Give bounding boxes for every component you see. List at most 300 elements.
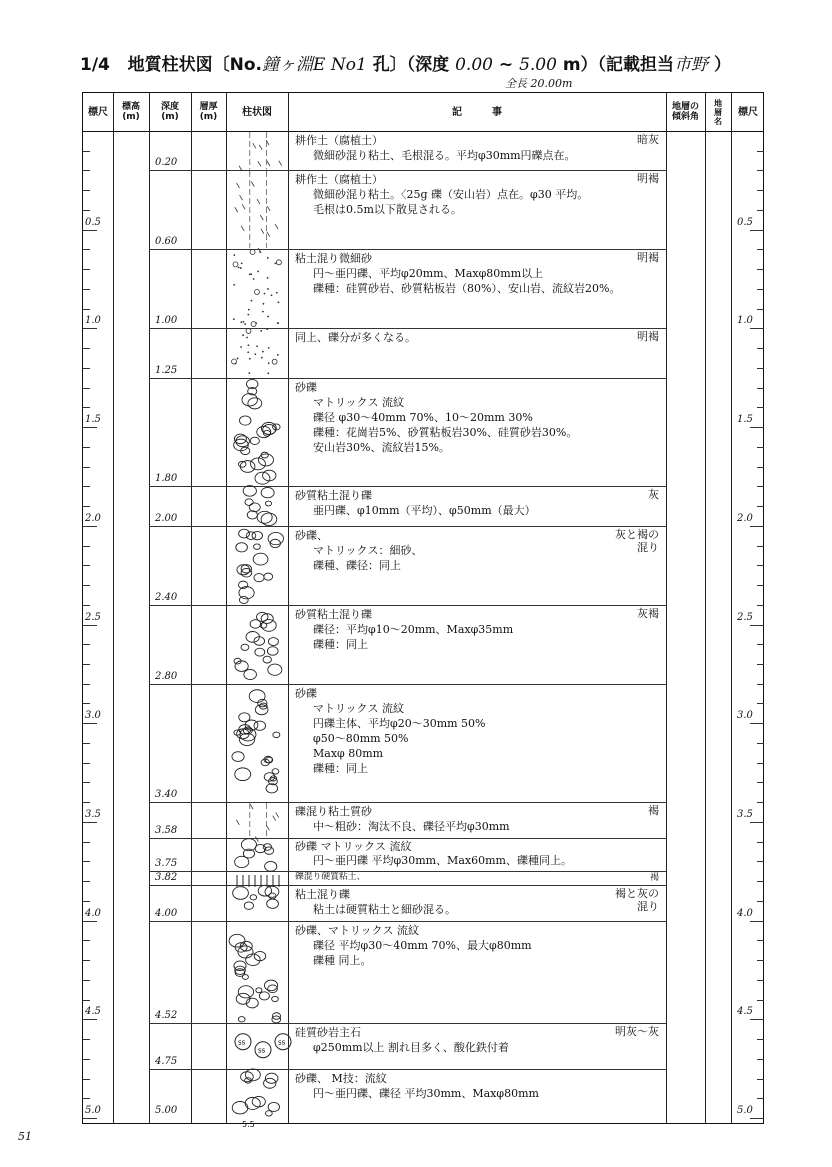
description-line: 礫径 平均φ30〜40mm 70%、最大φ80mm [313, 938, 532, 952]
scale-tick [757, 348, 764, 349]
pattern-mark [265, 861, 277, 871]
layer-description [295, 840, 572, 870]
layer-depth: 0.60 [155, 236, 178, 248]
pattern-mark [240, 460, 255, 472]
column-pattern-soil [233, 171, 281, 248]
scale-label-left: 3.0 [85, 710, 101, 722]
scale-tick [83, 151, 90, 152]
scale-tick [757, 467, 764, 468]
pattern-mark [239, 713, 250, 722]
scale-tick [83, 585, 90, 586]
scale-tick [83, 921, 97, 922]
scale-tick [757, 1039, 764, 1040]
layer-description [295, 686, 486, 776]
pattern-mark [261, 229, 264, 234]
scale-tick [83, 565, 90, 566]
layer-color: 褐 [649, 873, 659, 884]
description-line: φ50〜80mm 50% [313, 731, 409, 745]
pattern-mark [266, 329, 268, 331]
pattern-mark [250, 895, 257, 900]
pattern-mark [264, 293, 266, 295]
scale-label-left: 2.0 [85, 512, 101, 524]
pattern-mark [250, 274, 252, 276]
scale-tick [757, 447, 764, 448]
title-unit: m）（記載担当 [562, 55, 675, 75]
pattern-mark [254, 290, 259, 295]
pattern-mark [250, 804, 253, 809]
scale-tick [757, 1059, 764, 1060]
scale-tick [757, 960, 764, 961]
column-pattern-gravel [233, 886, 281, 920]
pattern-mark [244, 902, 253, 909]
pattern-mark [235, 768, 251, 781]
column-pattern-sand [233, 250, 281, 327]
scale-tick [757, 546, 764, 547]
pattern-mark [237, 358, 239, 360]
column-pattern-graphic [233, 922, 281, 1023]
layer-color: 明褐 [637, 172, 659, 186]
header-dip: 地層の 傾斜角 [671, 102, 699, 122]
scale-tick [757, 210, 764, 211]
pattern-mark [263, 303, 265, 305]
col-divider [149, 93, 150, 1123]
pattern-mark [242, 974, 248, 979]
layer-color: 明褐 [637, 330, 659, 344]
description-line: 礫種：同上 [313, 761, 368, 775]
scale-label-right: 1.5 [737, 414, 753, 426]
pattern-mark [257, 512, 272, 524]
pattern-mark [265, 501, 271, 506]
layer-boundary [149, 605, 666, 606]
scale-tick [757, 565, 764, 566]
pattern-mark [246, 532, 256, 540]
column-pattern-rock [233, 1024, 286, 1067]
header-column: 柱状図 [242, 106, 272, 118]
header-scale-right: 標尺 [738, 106, 758, 118]
pattern-mark [267, 316, 269, 318]
pattern-mark [267, 257, 269, 259]
layer-depth: 2.40 [155, 591, 178, 603]
layer-boundary [149, 249, 666, 250]
total-length: 全長 20.00m [505, 77, 573, 90]
scale-tick [757, 585, 764, 586]
pattern-mark [238, 267, 240, 269]
scale-tick [757, 743, 764, 744]
layer-description [295, 887, 456, 917]
layer-boundary [149, 1069, 666, 1070]
pattern-mark [276, 260, 281, 265]
boring-log-table [82, 92, 764, 1124]
pattern-mark [255, 704, 268, 714]
pattern-mark [272, 360, 277, 365]
scale-tick [83, 447, 90, 448]
layer-color: 明褐 [637, 251, 659, 265]
scale-tick [757, 151, 764, 152]
column-pattern-graphic [233, 171, 281, 248]
scale-tick [83, 703, 90, 704]
layer-description [295, 923, 532, 968]
scale-tick [83, 723, 97, 724]
scale-tick [83, 388, 90, 389]
title-main: 地質柱状図〔No. [127, 55, 263, 75]
layer-color: 灰 [648, 488, 659, 502]
scale-tick [83, 960, 90, 961]
col-divider [113, 93, 114, 1123]
description-line: マトリックス：細砂、 [313, 543, 423, 557]
column-pattern-gravel [233, 379, 281, 486]
description-line: 砂礫 [295, 686, 317, 700]
pattern-mark [248, 345, 250, 347]
scale-tick [757, 1000, 764, 1001]
column-pattern-graphic [233, 886, 281, 920]
scale-tick [757, 190, 764, 191]
layer-depth: 1.25 [155, 364, 178, 376]
pattern-mark [274, 263, 276, 265]
pattern-mark [256, 346, 258, 348]
pattern-mark [239, 529, 250, 538]
scale-tick [757, 368, 764, 369]
pattern-mark [253, 143, 256, 148]
scale-label-right: 4.5 [737, 1006, 753, 1018]
layer-boundary [149, 1023, 666, 1024]
description-line: 円〜亜円礫、平均φ20mm、Maxφ80mm以上 [313, 267, 544, 281]
scale-label-right: 2.0 [737, 512, 753, 524]
pattern-mark [268, 637, 278, 645]
scale-tick [83, 328, 97, 329]
pattern-mark [246, 329, 251, 334]
pattern-mark [276, 292, 278, 294]
scale-label-right: 5.0 [737, 1105, 753, 1116]
layer-depth: 4.75 [155, 1055, 178, 1067]
scale-tick [83, 190, 90, 191]
pattern-mark: ss [258, 1046, 266, 1055]
pattern-mark [278, 302, 280, 304]
scale-tick [83, 605, 90, 606]
scale-tick [83, 249, 90, 250]
pattern-mark [275, 225, 278, 230]
scale-tick [757, 664, 764, 665]
scale-tick [83, 664, 90, 665]
scale-tick [757, 644, 764, 645]
pattern-mark [232, 751, 244, 761]
column-pattern-gravel [233, 839, 281, 871]
layer-depth: 3.82 [155, 872, 178, 884]
pattern-mark [251, 322, 256, 327]
pattern-mark [246, 337, 248, 339]
pattern-mark [279, 161, 282, 166]
pattern-mark [277, 322, 279, 324]
scale-tick [757, 249, 764, 250]
column-pattern-soil [233, 132, 281, 169]
pattern-mark [249, 503, 260, 512]
scale-tick [757, 486, 764, 487]
pattern-mark [235, 208, 238, 213]
layer-depth: 4.00 [155, 907, 178, 919]
scale-tick [83, 842, 90, 843]
scale-tick [757, 842, 764, 843]
description-line: 礫径：平均φ10〜20mm、Maxφ35mm [313, 622, 514, 636]
layer-depth: 2.00 [155, 512, 178, 524]
col-divider [226, 93, 227, 1123]
page-title [80, 50, 731, 75]
scale-tick [83, 980, 90, 981]
scale-tick [757, 309, 764, 310]
pattern-mark [267, 277, 269, 279]
description-line: マトリックス 流紋 [313, 701, 404, 715]
scale-tick [757, 980, 764, 981]
pattern-mark [267, 207, 270, 212]
description-line: 亜円礫、φ10mm（平均）、φ50mm（最大） [313, 504, 536, 518]
description-line: 礫混り硬質粘土、 [295, 872, 366, 883]
scale-tick [83, 1039, 90, 1040]
scale-tick [750, 625, 764, 626]
layer-depth: 3.75 [155, 858, 178, 870]
layer-boundary [149, 885, 666, 886]
scale-label-right: 0.5 [737, 216, 753, 228]
scale-tick [83, 822, 97, 823]
pattern-mark [251, 458, 266, 470]
scale-tick [757, 289, 764, 290]
scale-tick [750, 328, 764, 329]
layer-description [295, 804, 510, 834]
layer-depth: 0.20 [155, 157, 178, 169]
pattern-mark [260, 216, 263, 221]
description-line: 毛根は0.5m以下散見される。 [313, 203, 462, 217]
layer-depth: 2.80 [155, 670, 178, 682]
column-footer: 5.5 [242, 1120, 255, 1129]
scale-tick [757, 782, 764, 783]
layer-depth: 5.00 [155, 1105, 178, 1116]
scale-tick [757, 763, 764, 764]
column-pattern-graphic [233, 803, 281, 837]
pattern-mark [267, 288, 269, 290]
pattern-mark [233, 284, 235, 286]
layer-boundary [149, 921, 666, 922]
scale-tick [83, 1000, 90, 1001]
author-name: 市野 [674, 55, 709, 75]
column-pattern-clay [233, 872, 281, 884]
pattern-mark [250, 250, 255, 255]
pattern-mark [248, 309, 250, 311]
scale-tick [83, 940, 90, 941]
pattern-mark [268, 664, 282, 675]
scale-tick [757, 506, 764, 507]
scale-tick [750, 822, 764, 823]
scale-label-left: 5.0 [85, 1105, 101, 1116]
pattern-mark [255, 648, 265, 656]
pattern-mark [247, 352, 249, 354]
pattern-mark [257, 612, 268, 621]
scale-label-right: 1.0 [737, 315, 753, 327]
scale-tick [83, 269, 90, 270]
layer-depth: 4.52 [155, 1010, 178, 1022]
pattern-mark [272, 768, 279, 773]
pattern-mark [238, 985, 253, 997]
pattern-mark: ss [238, 1038, 246, 1047]
pattern-mark [254, 573, 264, 581]
pattern-mark [264, 573, 273, 580]
pattern-mark [236, 993, 250, 1004]
pattern-mark [261, 488, 274, 498]
pattern-mark [276, 813, 279, 818]
description-line: 粘土混り礫 [295, 888, 350, 902]
pattern-mark [257, 271, 259, 273]
pattern-mark [273, 732, 280, 738]
pattern-mark [235, 661, 248, 672]
pattern-mark [267, 373, 269, 375]
column-pattern-gravel [233, 606, 281, 683]
title-close: ） [713, 55, 731, 75]
pattern-mark [236, 820, 239, 825]
description-line: 礫種 同上。 [313, 953, 372, 967]
layer-boundary [149, 328, 666, 329]
pattern-mark [245, 499, 253, 506]
pattern-mark [267, 161, 270, 166]
header-record: 記 事 [452, 106, 502, 118]
pattern-mark [262, 311, 264, 313]
pattern-mark [251, 300, 253, 302]
scale-tick [83, 506, 90, 507]
layer-color: 灰褐 [637, 606, 659, 620]
scale-tick [750, 1118, 764, 1119]
pattern-mark [259, 251, 261, 253]
pattern-mark [268, 363, 270, 365]
pattern-mark [266, 1110, 273, 1115]
scale-tick [757, 605, 764, 606]
pattern-mark [244, 669, 257, 679]
pattern-mark [257, 200, 260, 205]
scale-tick [750, 1019, 764, 1020]
pattern-mark [253, 553, 268, 565]
layer-depth: 1.80 [155, 473, 178, 485]
pattern-mark [239, 416, 251, 425]
description-line: φ250mm以上 割れ目多く、酸化鉄付着 [313, 1041, 509, 1055]
layer-boundary [149, 170, 666, 171]
scale-label-right: 2.5 [737, 611, 753, 623]
pattern-mark [239, 596, 248, 603]
scale-tick [83, 1019, 97, 1020]
pattern-mark [268, 347, 270, 349]
pattern-mark [251, 182, 254, 187]
column-pattern-graphic [233, 379, 281, 486]
description-line: マトリックス 流紋 [313, 395, 404, 409]
description-line: 微細砂混り粘土、毛根混る。平均φ30mm円礫点在。 [313, 149, 576, 162]
description-line: 礫種：硅質砂岩、砂質粘板岩（80%）、安山岩、流紋岩20%。 [313, 282, 621, 296]
description-line: 礫種：花崗岩5%、砂質粘板岩30%、硅質砂岩30%。 [313, 425, 578, 439]
pattern-mark [252, 1096, 265, 1107]
col-divider [288, 93, 289, 1123]
column-pattern-graphic [233, 606, 281, 683]
layer-description [295, 172, 588, 217]
description-line: 同上、礫分が多くなる。 [295, 331, 416, 345]
scale-tick [83, 309, 90, 310]
scale-tick [83, 1098, 90, 1099]
scale-tick [83, 526, 97, 527]
pattern-mark [241, 644, 249, 650]
scale-tick [83, 1118, 97, 1119]
scale-label-left: 1.5 [85, 414, 101, 426]
description-line: 硅質砂岩主石 [295, 1026, 361, 1040]
pattern-mark [261, 357, 263, 359]
pattern-mark [259, 991, 269, 999]
pattern-mark [248, 373, 250, 375]
scale-tick [750, 723, 764, 724]
pattern-mark [244, 324, 246, 326]
scale-tick [83, 546, 90, 547]
scale-tick [83, 861, 90, 862]
scale-label-left: 0.5 [85, 216, 101, 228]
column-pattern-graphic [233, 487, 281, 524]
column-pattern-graphic [233, 329, 281, 376]
scale-tick [83, 467, 90, 468]
depth-from: 0.00 [455, 55, 493, 75]
pattern-mark [242, 205, 245, 210]
description-line: 円礫主体、平均φ20〜30mm 50% [313, 716, 486, 730]
pattern-mark [233, 887, 249, 900]
description-line: 耕作土（腐植土） [295, 134, 383, 147]
layer-color: 暗灰 [637, 133, 659, 146]
scale-tick [757, 170, 764, 171]
column-pattern-graphic [233, 132, 281, 169]
pattern-mark [277, 354, 279, 356]
description-line: 砂質粘土混り礫 [295, 607, 372, 621]
scale-tick [83, 881, 90, 882]
scale-tick [83, 802, 90, 803]
scale-tick [83, 1079, 90, 1080]
description-line: 礫種、礫径：同上 [313, 558, 401, 572]
title-suffix: 孔〕（深度 [372, 55, 450, 75]
layer-description [295, 607, 513, 652]
pattern-mark [236, 542, 248, 551]
pattern-mark [240, 322, 242, 324]
column-pattern-graphic [233, 1024, 286, 1067]
layer-depth: 3.40 [155, 789, 178, 801]
column-pattern-gravel [233, 922, 281, 1023]
scale-tick [757, 802, 764, 803]
scale-tick [757, 1098, 764, 1099]
pattern-mark [258, 161, 261, 166]
column-pattern-gravel [233, 487, 281, 524]
header-scale: 標尺 [88, 106, 108, 118]
layer-description [295, 380, 577, 455]
layer-boundary [149, 838, 666, 839]
pattern-mark [233, 255, 235, 257]
pattern-mark [248, 398, 262, 409]
description-line: 砂礫 [295, 380, 317, 394]
header-thickness: 層厚 (m) [199, 102, 218, 122]
pattern-mark [260, 330, 262, 332]
layer-description [295, 1071, 539, 1101]
scale-tick [757, 407, 764, 408]
description-line: Maxφ 80mm [313, 746, 384, 760]
description-line: 円〜亜円礫 平均φ30mm、Max60mm、礫種同上。 [313, 854, 572, 868]
pattern-mark [246, 954, 261, 966]
scale-tick [83, 289, 90, 290]
scale-tick [757, 703, 764, 704]
description-line: 砂礫、マトリックス 流紋 [295, 923, 419, 937]
layer-description [295, 251, 620, 296]
header-elevation: 標高 (m) [121, 102, 140, 122]
scale-tick [757, 940, 764, 941]
layer-boundary [149, 486, 666, 487]
col-divider [666, 93, 667, 1123]
scale-label-left: 4.5 [85, 1006, 101, 1018]
scale-label-left: 4.0 [85, 907, 101, 919]
pattern-mark [253, 279, 255, 281]
pattern-mark [247, 511, 257, 519]
scale-tick [757, 901, 764, 902]
col-divider [731, 93, 732, 1123]
